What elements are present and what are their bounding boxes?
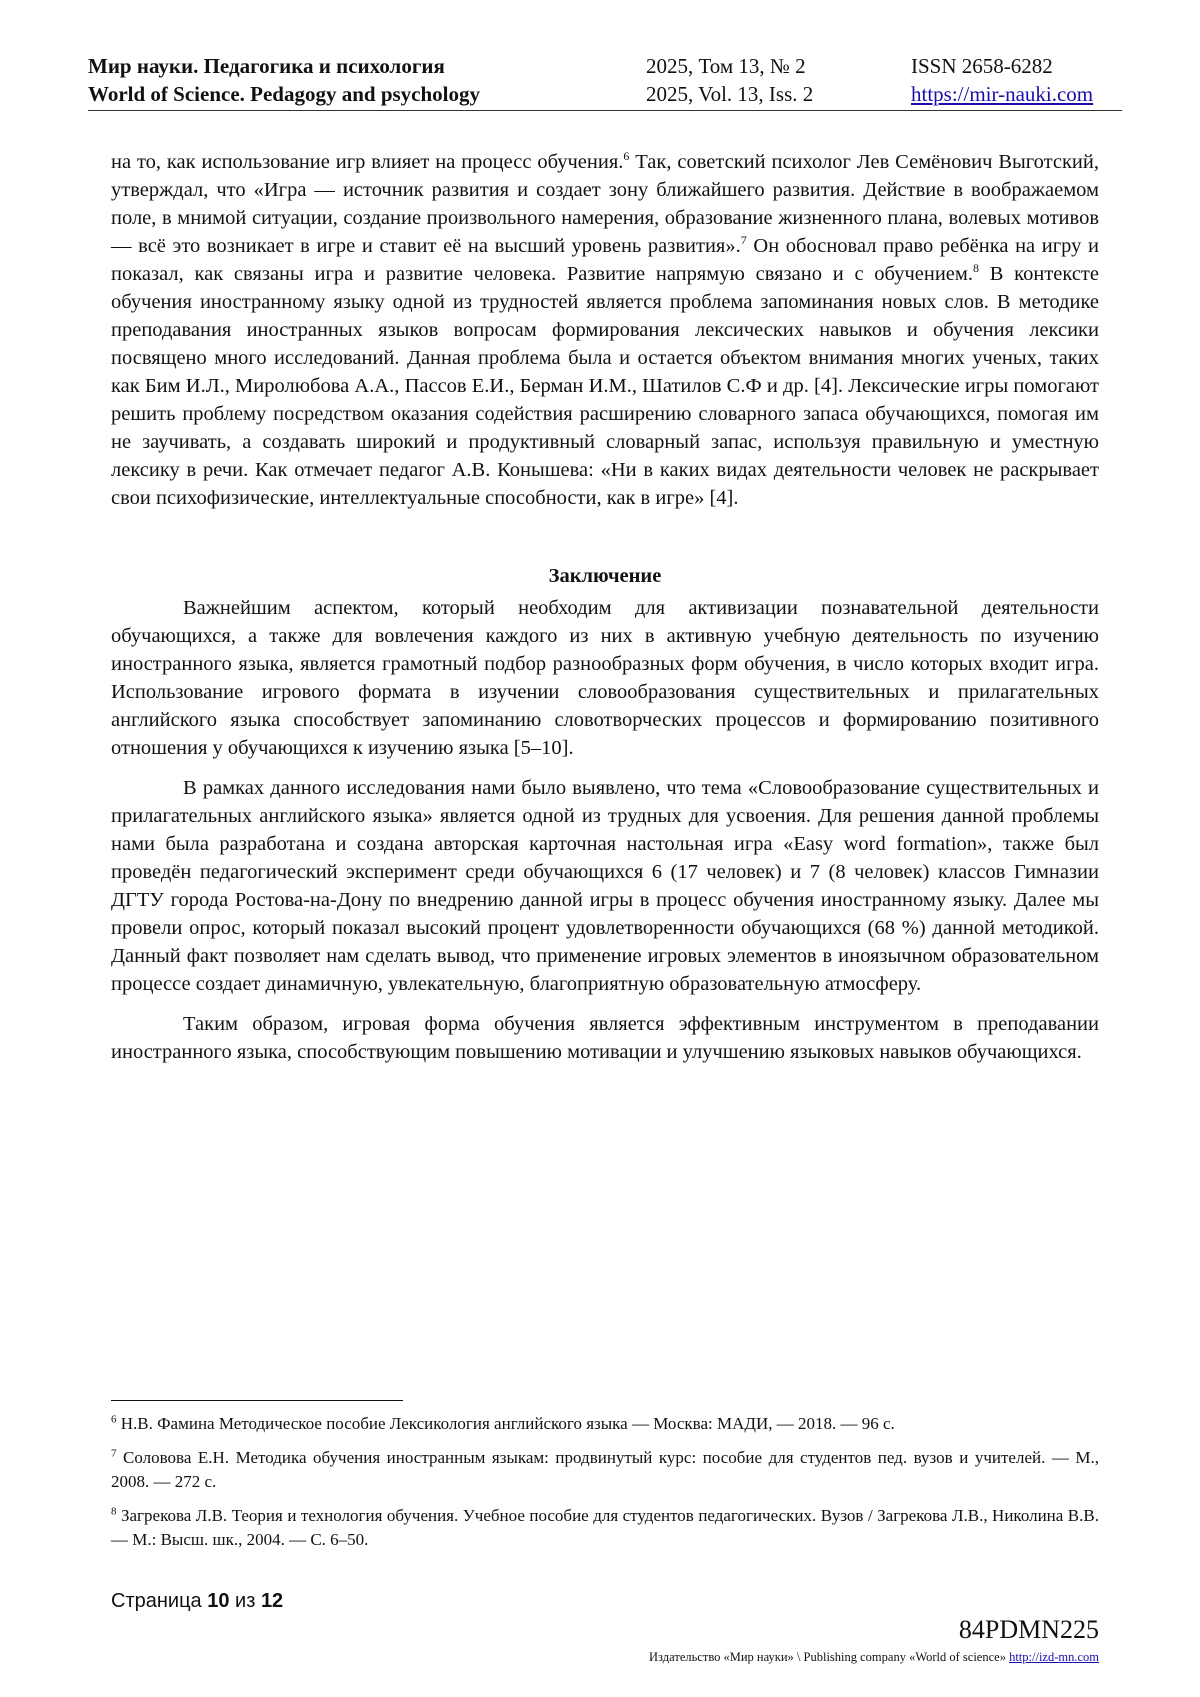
paragraph-1-text-a: на то, как использование игр влияет на процесс обучения. xyxy=(111,151,624,173)
paragraph-1-text-b: Так, советский психолог Лев Семёнович Выготский, утверждал, что «Игра — источник развития и создает зону ближайшего развития. Действие в воображаемом поле, в мнимой ситуации, создание произвольного намерения, образование жизненного плана, волевых мотивов — всё это возникает в игре и ставит её на высший уровень развития». xyxy=(111,151,1099,257)
footnotes xyxy=(111,1412,1099,1562)
page-label: Страница xyxy=(111,1590,202,1612)
paragraph-3: В рамках данного исследования нами было выявлено, что тема «Словообразование существительных и прилагательных английского языка» является одной из трудных для усвоения. Для решения данной проблемы нами была разработана и создана авторская карточная настольная игра «Easy word formation», также был проведён педагогический эксперимент среди обучающихся 6 (17 человек) и 7 (8 человек) классов Гимназии ДГТУ города Ростова-на-Дону по внедрению данной игры в процесс обучения иностранному языку. Далее мы провели опрос, который показал высокий процент удовлетворенности обучающихся (68 %) данной методикой. Данный факт позволяет нам сделать вывод, что применение игровых элементов в иноязычном образовательном процессе создает динамичную, увлекательную, благоприятную образовательную атмосферу. xyxy=(111,777,1099,995)
footnote-text: Н.В. Фамина Методическое пособие Лексикология английского языка — Москва: МАДИ, — 2018. — 96 с. xyxy=(116,1414,895,1433)
journal-title xyxy=(88,52,480,108)
paragraph-1-text-c: Он обосновал право ребёнка на игру и показал, как связаны игра и развитие человека. Развитие напрямую связано и с обучением. xyxy=(111,235,1099,285)
journal-url-link[interactable]: https://mir-nauki.com xyxy=(911,82,1094,106)
page-current: 10 xyxy=(207,1590,230,1612)
article-code: 84PDMN225 xyxy=(958,1615,1099,1644)
issn: ISSN 2658-6282 xyxy=(911,54,1053,78)
footnote-number: 7 xyxy=(111,1447,117,1460)
paragraph-2: Важнейшим аспектом, который необходим для активизации познавательной деятельности обучающихся, а также для вовлечения каждого из них в активную учебную деятельность по изучению иностранного языка, является грамотный подбор разнообразных форм обучения, в число которых входит игра. Использование игрового формата в изучении словообразования существительных и прилагательных английского языка способствует запоминанию словотворческих процессов и формированию позитивного отношения у обучающихся к изучению языка [5–10]. xyxy=(111,597,1099,759)
journal-title-en: World of Science. Pedagogy and psychology xyxy=(88,82,481,106)
footnote-text: Соловова Е.Н. Методика обучения иностранным языкам: продвинутый курс: пособие для студентов пед. вузов и учителей. — М., 2008. — 272 с. xyxy=(111,1448,1099,1491)
publisher-line xyxy=(649,1650,1099,1665)
footnote-number: 6 xyxy=(111,1413,117,1426)
publisher-link[interactable]: http://izd-mn.com xyxy=(1009,1650,1099,1664)
footnote-ref-6[interactable]: 6 xyxy=(623,149,630,164)
paragraph-4: Таким образом, игровая форма обучения является эффективным инструментом в преподавании иностранного языка, способствующим повышению мотивации и улучшению языковых навыков обучающихся. xyxy=(111,1013,1099,1063)
footnote-text: Загрекова Л.В. Теория и технология обучения. Учебное пособие для студентов педагогических. Вузов / Загрекова Л.В., Николина В.В. — М.: Высш. шк., 2004. — С. 6–50. xyxy=(111,1506,1099,1549)
page-of-label: из xyxy=(235,1590,256,1612)
issue-ru: 2025, Том 13, № 2 xyxy=(646,54,806,78)
issn-block xyxy=(911,52,1093,108)
journal-title-ru: Мир науки. Педагогика и психология xyxy=(88,54,445,78)
footnote-number: 8 xyxy=(111,1505,117,1518)
page-number xyxy=(111,1590,283,1613)
page-total: 12 xyxy=(260,1590,284,1612)
issue-en: 2025, Vol. 13, Iss. 2 xyxy=(646,82,814,106)
section-title: Заключение xyxy=(548,565,662,587)
publisher-text: Издательство «Мир науки» \ Publishing company «World of science» xyxy=(649,1650,1010,1664)
page-header xyxy=(88,52,1122,111)
issue-info xyxy=(646,52,813,108)
footnote-7 xyxy=(111,1446,1099,1494)
footnote-ref-7[interactable]: 7 xyxy=(740,233,747,248)
article-body xyxy=(111,148,1099,1066)
paragraph-1-text-d: В контексте обучения иностранному языку одной из трудностей является проблема запоминания новых слов. В методике преподавания иностранных языков вопросам формирования лексических навыков и обучения лексики посвящено много исследований. Данная проблема была и остается объектом внимания многих ученых, таких как Бим И.Л., Миролюбова А.А., Пассов Е.И., Берман И.М., Шатилов С.Ф и др. [4]. Лексические игры помогают решить проблему посредством оказания содействия расширению словарного запаса обучающихся, помогая им не заучивать, а создавать широкий и продуктивный словарный запас, используя правильную и уместную лексику в речи. Как отмечает педагог А.В. Конышева: «Ни в каких видах деятельности человек не раскрывает свои психофизические, интеллектуальные способности, как в игре» [4]. xyxy=(111,263,1099,509)
footnote-6 xyxy=(111,1412,1099,1436)
footnote-ref-8[interactable]: 8 xyxy=(973,261,979,276)
footnote-8 xyxy=(111,1504,1099,1552)
paragraph-1 xyxy=(111,148,1099,512)
footnote-divider xyxy=(111,1400,403,1401)
